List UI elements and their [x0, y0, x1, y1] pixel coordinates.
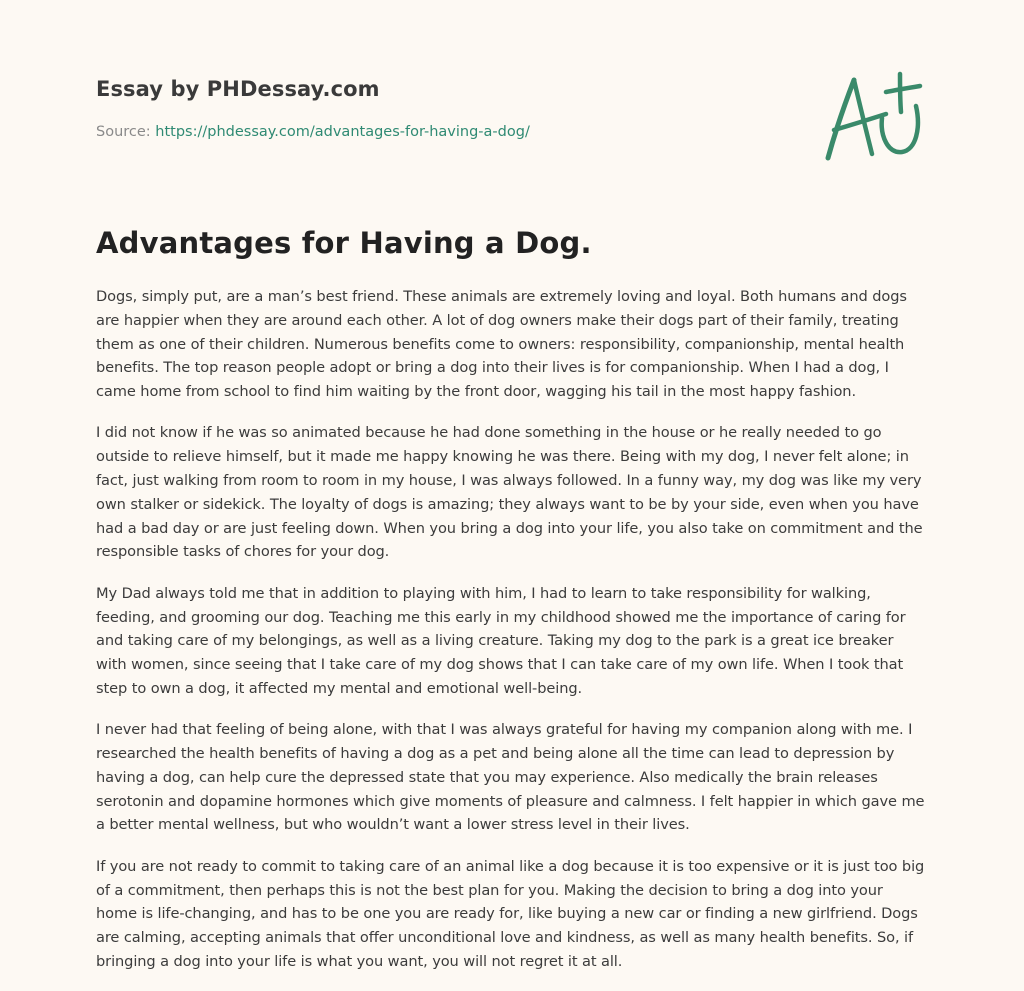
essay-body [96, 285, 928, 991]
essay-paragraph: If you are not ready to commit to taking care of an animal like a dog because it is too expensive or it is just too big of a commitment, then perhaps this is not the best plan for you. Making the decision to bring a dog into your home is life-changing, and has to be one you are ready for, like buying a new car or finding a new girlfriend. Dogs are calming, accepting animals that offer unconditional love and kindness, as well as many health benefits. So, if bringing a dog into your life is what you want, you will not regret it at all. [96, 857, 925, 970]
brand-title: Essay by PHDessay.com [96, 77, 380, 101]
essay-paragraph: I did not know if he was so animated because he had done something in the house or he really needed to go outside to relieve himself, but it made me happy knowing he was there. Being with my dog, I never felt alone; in fact, just walking from room to room in my house, I was always followed. In a funny way, my dog was like my very own stalker or sidekick. The loyalty of dogs is amazing; they always want to be by your side, even when you have had a bad day or are just feeling down. When you bring a dog into your life, you also take on commitment and the responsible tasks of chores for your dog. [96, 424, 923, 561]
source-line [96, 124, 530, 140]
a-plus-logo-icon [824, 66, 928, 166]
source-link[interactable]: https://phdessay.com/advantages-for-having-a-dog/ [155, 124, 530, 140]
essay-title: Advantages for Having a Dog. [96, 226, 592, 260]
essay-paragraph: My Dad always told me that in addition to playing with him, I had to learn to take responsibility for walking, feeding, and grooming our dog. Teaching me this early in my childhood showed me the importance of caring for and taking care of my belongings, as well as a living creature. Taking my dog to the park is a great ice breaker with women, since seeing that I take care of my dog shows that I can take care of my own life. When I took that step to own a dog, it affected my mental and emotional well-being. [96, 584, 906, 697]
essay-paragraph: I never had that feeling of being alone, with that I was always grateful for having my companion along with me. I researched the health benefits of having a dog as a pet and being alone all the time can lead to depression by having a dog, can help cure the depressed state that you may experience. Also medically the brain releases serotonin and dopamine hormones which give moments of pleasure and calmness. I felt happier in which gave me a better mental wellness, but who wouldn’t want a lower stress level in their lives. [96, 721, 925, 834]
essay-paragraph: Dogs, simply put, are a man’s best friend. These animals are extremely loving and loyal. Both humans and dogs are happier when they are around each other. A lot of dog owners make their dogs part of their family, treating them as one of their children. Numerous benefits come to owners: responsibility, companionship, mental health benefits. The top reason people adopt or bring a dog into their lives is for companionship. When I had a dog, I came home from school to find him waiting by the front door, wagging his tail in the most happy fashion. [96, 288, 907, 401]
essay-page [96, 0, 928, 988]
source-label: Source: [96, 124, 156, 140]
